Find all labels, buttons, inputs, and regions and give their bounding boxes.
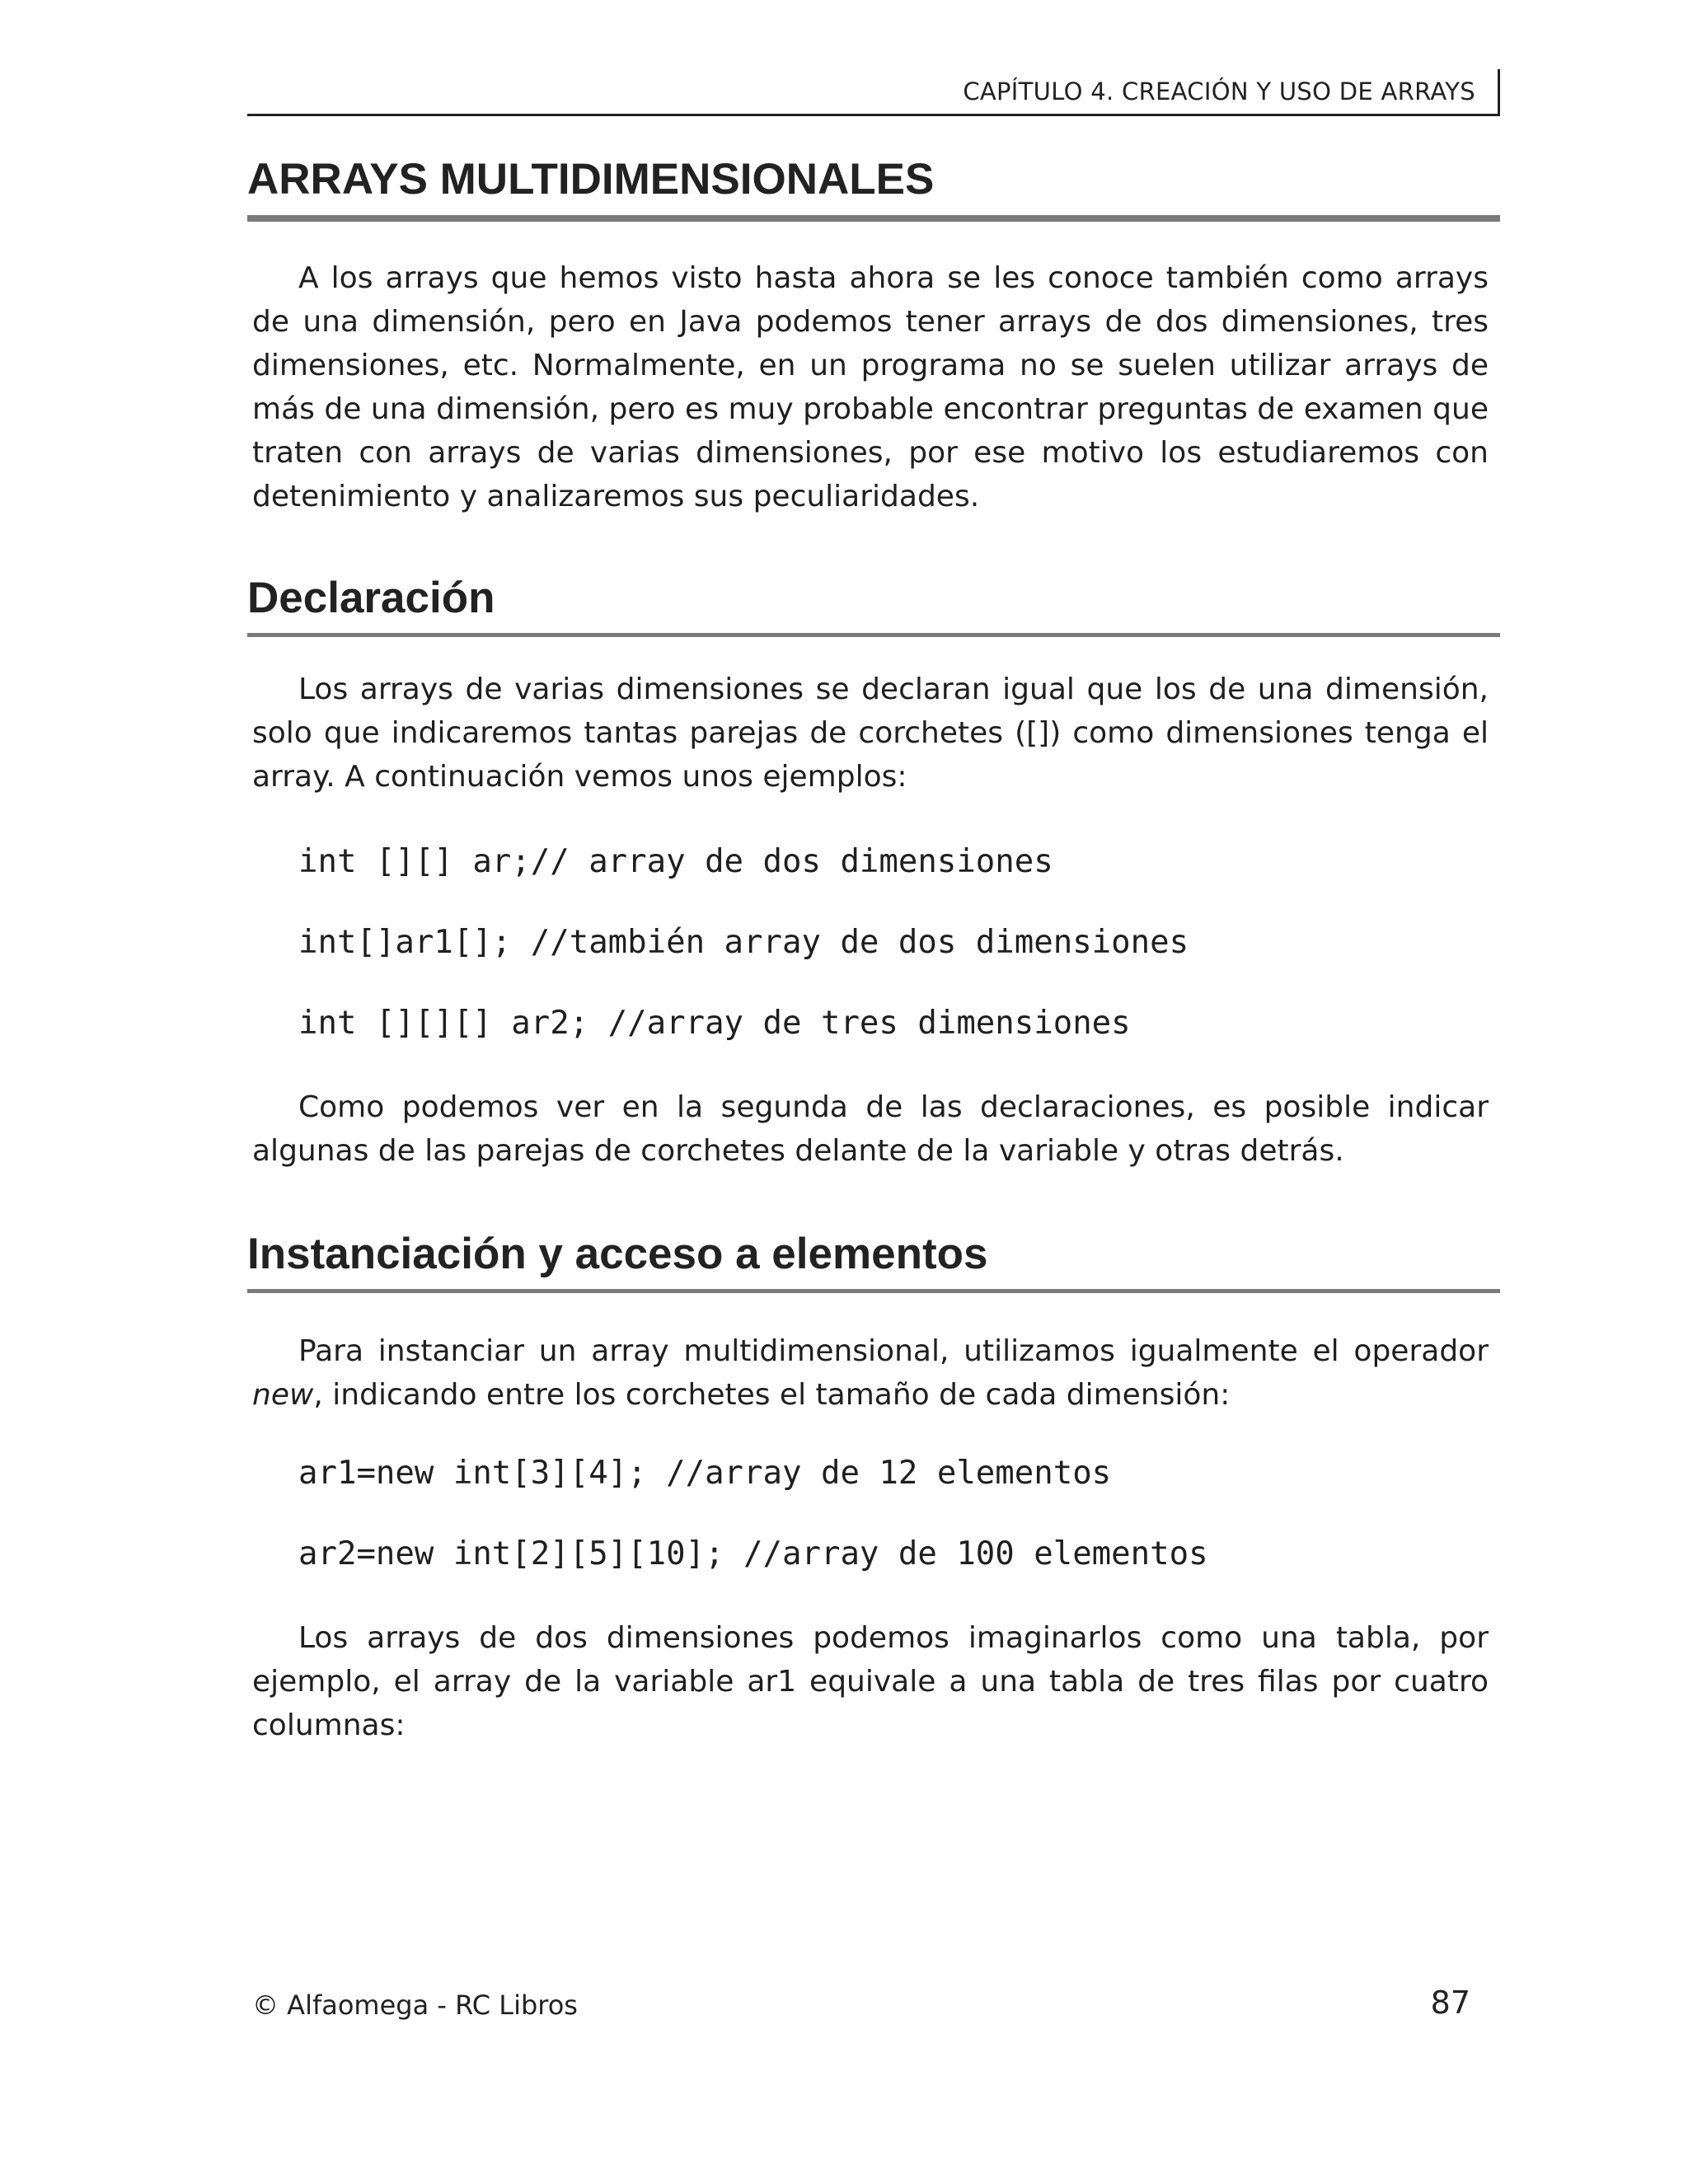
instantiation-followup-paragraph: Los arrays de dos dimensiones podemos imaginarlos como una tabla, por ejemplo, el array de la variable ar1 equivale a una tabla de tres filas por cuatro columnas: — [252, 1621, 1489, 1742]
code-line: int [][] ar;// array de dos dimensiones — [298, 843, 1053, 880]
declaration-followup-paragraph: Como podemos ver en la segunda de las declaraciones, es posible indicar algunas de las parejas de corchetes delante de la variable y otras detrás. — [252, 1090, 1489, 1168]
instantiation-heading — [247, 1225, 1500, 1293]
declaration-title: Declaración — [247, 574, 495, 622]
instantiation-text-a: Para instanciar un array multidimensional, utilizamos igualmente el operador — [298, 1334, 1489, 1368]
book-page — [247, 0, 1500, 2184]
operator-new-keyword: new — [252, 1378, 314, 1412]
code-line: ar1=new int[3][4]; //array de 12 elementos — [298, 1455, 1112, 1492]
instantiation-title: Instanciación y acceso a elementos — [247, 1230, 988, 1278]
footer-copyright: © Alfaomega - RC Libros — [252, 1990, 578, 2021]
code-line: ar2=new int[2][5][10]; //array de 100 elementos — [298, 1535, 1208, 1572]
running-header — [247, 71, 1500, 116]
running-header-title: CAPÍTULO 4. CREACIÓN Y USO DE ARRAYS — [963, 77, 1475, 105]
instantiation-text-b: , indicando entre los corchetes el tamaño de cada dimensión: — [313, 1378, 1231, 1412]
page-number: 87 — [1430, 1985, 1470, 2021]
code-line: int [][][] ar2; //array de tres dimensiones — [298, 1005, 1131, 1042]
main-section-title: ARRAYS MULTIDIMENSIONALES — [247, 155, 935, 204]
declaration-paragraph: Los arrays de varias dimensiones se declaran igual que los de una dimensión, solo que indicaremos tantas parejas de corchetes ([]) como dimensiones tenga el array. A continuación vemos unos ejemplos: — [252, 673, 1489, 794]
code-line: int[]ar1[]; //también array de dos dimensiones — [298, 924, 1189, 961]
main-section-heading — [247, 151, 1500, 222]
declaration-heading — [247, 569, 1500, 637]
instantiation-paragraph — [252, 1329, 1489, 1417]
running-header-rule — [1498, 69, 1500, 114]
intro-paragraph: A los arrays que hemos visto hasta ahora se les conoce también como arrays de una dimensión, pero en Java podemos tener arrays de dos dimensiones, tres dimensiones, etc. Normalmente, en un programa no se suelen utilizar arrays de más de una dimensión, pero es muy probable encontrar preguntas de examen que traten con arrays de varias dimensiones, por ese motivo los estudiaremos con detenimiento y analizaremos sus peculiaridades. — [252, 261, 1489, 513]
